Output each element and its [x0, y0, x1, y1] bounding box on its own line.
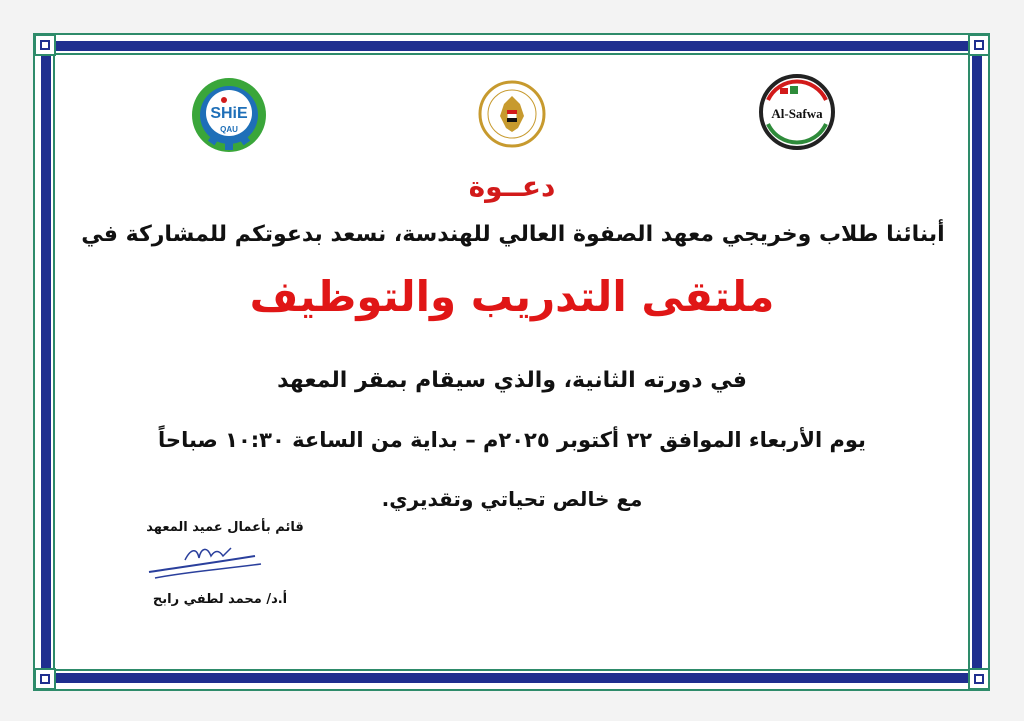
shie-logo-text: SHiE: [210, 105, 248, 122]
signatory-role: قائم بأعمال عميد المعهد: [146, 520, 304, 535]
al-safwa-logo-text: Al-Safwa: [771, 106, 823, 121]
corner-ornament: [34, 34, 56, 56]
event-datetime: يوم الأربعاء الموافق ٢٢ أكتوبر ٢٠٢٥م – بداية من الساعة ١٠:٣٠ صباحاً: [158, 428, 866, 452]
closing-line: مع خالص تحياتي وتقديري.: [381, 487, 643, 511]
signatory-name: أ.د/ محمد لطفي رابح: [152, 592, 288, 607]
svg-text:QAU: QAU: [220, 125, 238, 134]
shie-logo: [190, 76, 268, 154]
invitation-title: دعــوة: [468, 170, 556, 203]
invitation-greeting: أبنائنا طلاب وخريجي معهد الصفوة العالي للهندسة، نسعد بدعوتكم للمشاركة في: [81, 222, 945, 247]
corner-ornament: [968, 34, 990, 56]
al-safwa-logo: [758, 72, 836, 152]
eagle-emblem: [478, 80, 546, 148]
corner-ornament: [968, 668, 990, 690]
event-headline: ملتقى التدريب والتوظيف: [249, 272, 775, 321]
corner-ornament: [34, 668, 56, 690]
signature-mark: [145, 542, 265, 582]
event-edition: في دورته الثانية، والذي سيقام بمقر المعهد: [277, 368, 747, 393]
